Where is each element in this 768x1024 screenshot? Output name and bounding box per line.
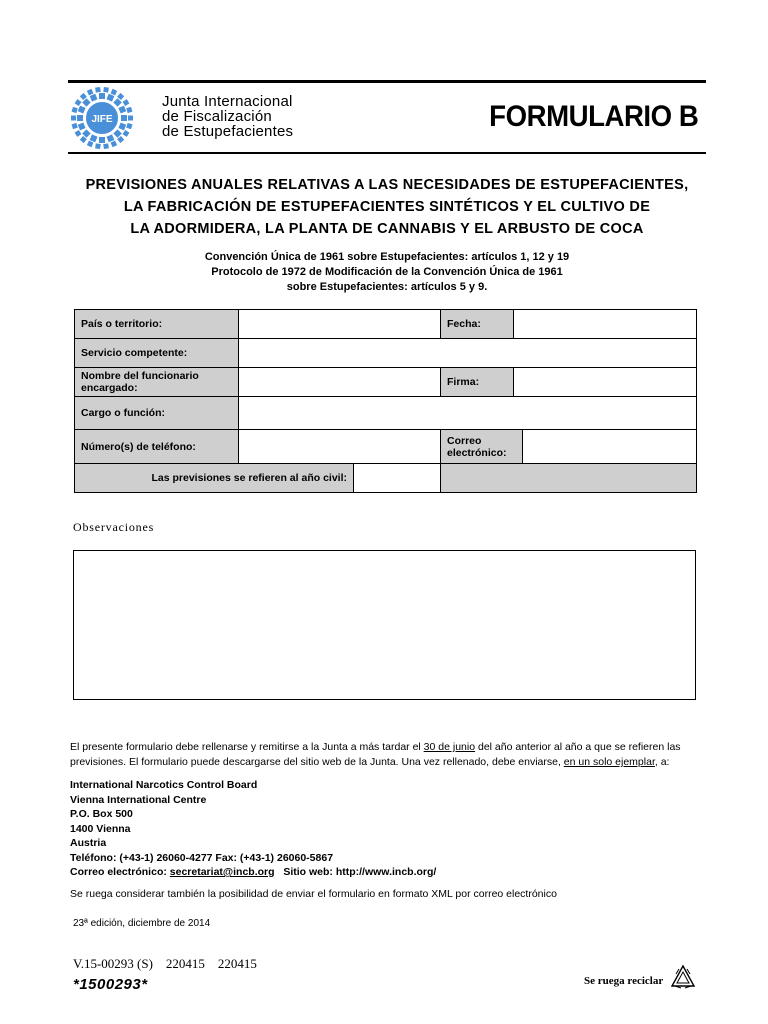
mailing-address — [70, 778, 436, 880]
position-field[interactable] — [239, 397, 697, 430]
convention-reference — [68, 250, 706, 295]
org-line: de Estupefacientes — [162, 123, 294, 140]
website-text: Sitio web: http://www.incb.org/ — [274, 866, 437, 878]
logo-square — [111, 89, 118, 96]
authority-field[interactable] — [239, 339, 697, 368]
logo-square — [75, 130, 82, 137]
logo-square — [95, 143, 101, 149]
email-link[interactable]: secretariat@incb.org — [169, 866, 275, 878]
logo-square — [72, 123, 78, 129]
form-title: FORMULARIO B — [488, 100, 698, 133]
address-line: International Narcotics Control Board — [70, 779, 258, 791]
date-field[interactable] — [514, 310, 697, 339]
instructions-text: , a: — [654, 756, 670, 768]
email-contact-label: Correo electrónico: — [70, 866, 170, 878]
logo-square — [78, 123, 86, 131]
logo-square — [107, 134, 115, 142]
date-label: Fecha: — [441, 310, 514, 339]
logo-square — [111, 141, 118, 148]
official-name-label: Nombre del funcionario encargado: — [75, 368, 239, 397]
address-line: Vienna International Centre — [70, 793, 207, 806]
jife-logo — [70, 86, 134, 150]
logo-square — [71, 116, 76, 121]
document-number: V.15-00293 (S) 220415 220415 — [73, 956, 257, 971]
phone-fax-line: Teléfono: (+43-1) 26060-4277 Fax: (+43-1) 26060-5867 — [70, 851, 334, 864]
top-rule — [68, 80, 706, 83]
instructions-text: del año anterior al año a que se refieren las previsiones. El formulario puede descargarse del sitio web de la Junta. Una vez rellenado, debe enviarse, — [70, 741, 681, 768]
org-line: de Fiscalización — [162, 108, 272, 125]
xml-note: Se ruega considerar también la posibilidad de enviar el formulario en formato XML por correo electrónico — [70, 888, 557, 900]
address-line: P.O. Box 500 — [70, 808, 133, 820]
recycle-note: Se ruega reciclar — [584, 975, 664, 987]
logo-square — [90, 94, 98, 102]
logo-square — [107, 94, 115, 102]
signature-label: Firma: — [441, 368, 514, 397]
address-line: 1400 Vienna — [70, 822, 131, 835]
barcode-text: *1500293* — [73, 976, 148, 993]
logo-square — [87, 141, 94, 148]
deadline-date: 30 de junio — [423, 741, 476, 753]
logo-square — [128, 116, 133, 121]
instructions-text: El presente formulario debe rellenarse y remitirse a la Junta a más tardar el — [70, 741, 424, 753]
logo-square — [103, 143, 109, 149]
org-line: Junta Internacional — [162, 93, 293, 110]
logo-square — [121, 115, 127, 121]
logo-square — [90, 134, 98, 142]
year-filler — [441, 464, 697, 493]
email-field[interactable] — [523, 430, 697, 464]
info-form-table — [74, 309, 697, 493]
header-rule — [68, 152, 706, 154]
country-label: País o territorio: — [75, 310, 239, 339]
logo-square — [77, 115, 83, 121]
observations-label: Observaciones — [73, 520, 155, 534]
logo-square — [126, 123, 132, 129]
logo-square — [123, 130, 130, 137]
logo-square — [72, 107, 78, 113]
email-label: Correo electrónico: — [441, 430, 523, 464]
convention-line: sobre Estupefacientes: artículos 5 y 9. — [286, 281, 488, 293]
recycle-icon — [670, 964, 696, 990]
observations-box[interactable] — [73, 550, 696, 700]
logo-square — [87, 89, 94, 96]
edition-note: 23ª edición, diciembre de 2014 — [73, 918, 211, 929]
country-field[interactable] — [239, 310, 441, 339]
logo-square — [123, 99, 130, 106]
official-name-field[interactable] — [239, 368, 441, 397]
signature-field[interactable] — [514, 368, 697, 397]
organization-name — [162, 94, 293, 139]
logo-square — [95, 87, 101, 93]
convention-line: Convención Única de 1961 sobre Estupefacientes: artículos 1, 12 y 19 — [204, 251, 570, 263]
convention-line: Protocolo de 1972 de Modificación de la Convención Única de 1961 — [211, 266, 563, 278]
instructions — [70, 740, 700, 770]
logo-square — [126, 107, 132, 113]
logo-square — [103, 87, 109, 93]
logo-square — [78, 106, 86, 114]
logo-square — [99, 137, 105, 143]
authority-label: Servicio competente: — [75, 339, 239, 368]
logo-text: JIFE — [91, 114, 113, 125]
address-line: Austria — [70, 837, 107, 849]
phone-label: Número(s) de teléfono: — [75, 430, 239, 464]
contact-line — [70, 865, 436, 880]
year-field[interactable] — [354, 464, 441, 493]
phone-field[interactable] — [239, 430, 441, 464]
single-copy-note: en un solo ejemplar — [563, 756, 655, 768]
logo-square — [75, 99, 82, 106]
year-label: Las previsiones se refieren al año civil: — [75, 464, 354, 493]
logo-square — [99, 93, 105, 99]
title-line: PREVISIONES ANUALES RELATIVAS A LAS NECESIDADES DE ESTUPEFACIENTES, — [85, 177, 689, 193]
document-title — [68, 174, 706, 240]
title-line: LA ADORMIDERA, LA PLANTA DE CANNABIS Y EL ARBUSTO DE COCA — [130, 221, 644, 237]
logo-square — [118, 106, 126, 114]
logo-square — [118, 123, 126, 131]
position-label: Cargo o función: — [75, 397, 239, 430]
title-line: LA FABRICACIÓN DE ESTUPEFACIENTES SINTÉTICOS Y EL CULTIVO DE — [123, 199, 651, 215]
